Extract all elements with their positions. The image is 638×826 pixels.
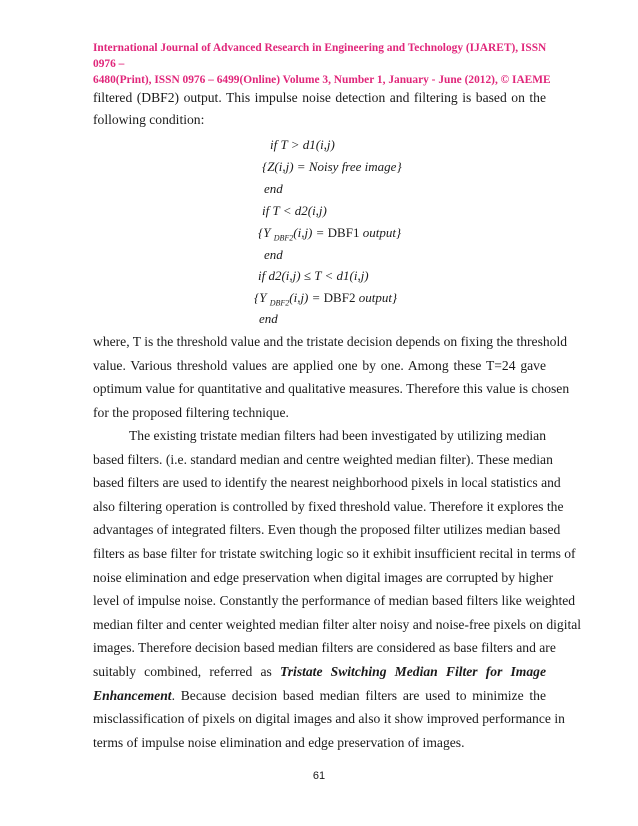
condition-if-1: if T > d1(i,j) xyxy=(270,137,335,152)
condition-if-2: if T < d2(i,j) xyxy=(262,203,327,218)
intro-paragraph xyxy=(93,87,546,131)
body-line-11-pre: suitably combined, referred as xyxy=(93,663,280,679)
condition-y-dbf1-out: DBF1 xyxy=(327,225,360,240)
intro-line-2: following condition: xyxy=(93,112,205,127)
condition-y-dbf2-mid: (i,j) = xyxy=(289,290,324,305)
body-line: also filtering operation is controlled by fixed threshold value. Therefore it explores the xyxy=(93,498,564,514)
body-line: filters as base filter for tristate switching logic so it exhibit insufficient recital in terms of xyxy=(93,545,576,561)
body-line-with-title xyxy=(93,660,546,684)
condition-y-dbf1-sub: DBF2 xyxy=(273,233,294,243)
body-line: based filters. (i.e. standard median and centre weighted median filter). These median xyxy=(93,451,553,467)
where-line: where, T is the threshold value and the tristate decision depends on fixing the threshold xyxy=(93,334,568,349)
condition-end-1: end xyxy=(264,181,283,196)
condition-y-dbf1 xyxy=(258,225,401,247)
where-line: for the proposed filtering technique. xyxy=(93,404,289,420)
condition-y-dbf1-post: output} xyxy=(359,225,402,240)
body-line: terms of impulse noise elimination and edge preservation of images. xyxy=(93,734,465,750)
body-line: advantages of integrated filters. Even though the proposed filter utilizes median based xyxy=(93,522,561,538)
body-line: based filters are used to identify the nearest neighborhood pixels in local statistics and xyxy=(93,475,561,491)
condition-end-2: end xyxy=(264,247,283,262)
body-line: images. Therefore decision based median filters are considered as base filters and are xyxy=(93,640,556,656)
body-line: median filter and center weighted median filter alter noisy and noise-free pixels on digital xyxy=(93,616,582,632)
condition-z-assign: {Z(i,j) = Noisy free image} xyxy=(262,159,402,174)
condition-y-dbf2 xyxy=(254,290,397,312)
condition-y-dbf1-mid: (i,j) = xyxy=(293,225,328,240)
body-line-with-title xyxy=(93,684,546,708)
condition-y-dbf1-pre: {Y xyxy=(258,225,274,240)
body-line-12-post: . Because decision based median filters are used to minimize the xyxy=(171,687,546,703)
body-line: noise elimination and edge preservation when digital images are corrupted by higher xyxy=(93,569,554,585)
where-paragraph xyxy=(93,330,570,424)
journal-header-line-1: International Journal of Advanced Research in Engineering and Technology (IJARET), ISSN 0976 – xyxy=(93,42,547,70)
journal-header-line-2: 6480(Print), ISSN 0976 – 6499(Online) Volume 3, Number 1, January - June (2012), © IAEME xyxy=(93,74,551,86)
page-number: 61 xyxy=(312,770,326,782)
journal-header xyxy=(93,40,553,88)
condition-y-dbf2-sub: DBF2 xyxy=(269,298,290,308)
body-line: level of impulse noise. Constantly the performance of median based filters like weighted xyxy=(93,593,576,609)
filter-title-part-2: Enhancement xyxy=(93,687,172,703)
condition-y-dbf2-pre: {Y xyxy=(254,290,270,305)
where-line: optimum value for quantitative and qualitative measures. Therefore this value is chosen xyxy=(93,381,570,397)
filter-title-part-1: Tristate Switching Median Filter for Image xyxy=(279,663,546,679)
intro-line-1: filtered (DBF2) output. This impulse noise detection and filtering is based on the xyxy=(93,90,546,105)
condition-if-3: if d2(i,j) ≤ T < d1(i,j) xyxy=(258,268,369,283)
body-line: The existing tristate median filters had been investigated by utilizing median xyxy=(129,428,546,443)
where-line: value. Various threshold values are applied one by one. Among these T=24 gave xyxy=(93,357,546,373)
condition-y-dbf2-post: output} xyxy=(355,290,398,305)
condition-end-3: end xyxy=(259,311,278,326)
existing-filters-paragraph xyxy=(93,424,582,754)
condition-y-dbf2-out: DBF2 xyxy=(323,290,356,305)
body-line: misclassification of pixels on digital images and also it show improved performance in xyxy=(93,711,565,727)
